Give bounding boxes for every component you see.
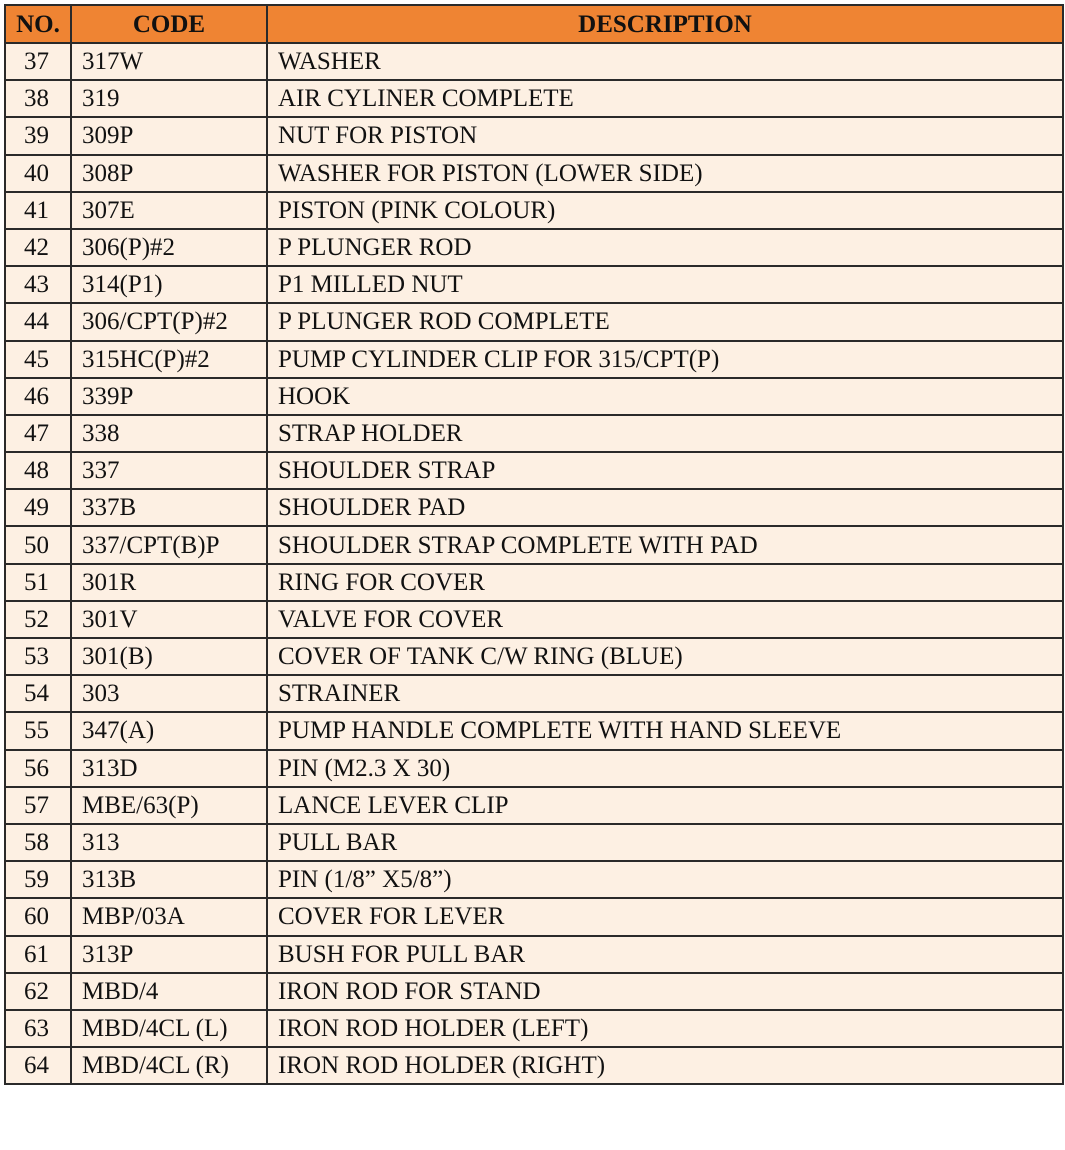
cell-code: 315HC(P)#2 [71, 341, 267, 378]
cell-code: MBD/4CL (R) [71, 1047, 267, 1084]
cell-description: HOOK [267, 378, 1063, 415]
table-row [5, 861, 1063, 898]
cell-description: STRAINER [267, 675, 1063, 712]
cell-code: 337 [71, 452, 267, 489]
cell-description: STRAP HOLDER [267, 415, 1063, 452]
table-body [5, 43, 1063, 1084]
cell-description: P1 MILLED NUT [267, 266, 1063, 303]
cell-no: 52 [5, 601, 71, 638]
cell-no: 64 [5, 1047, 71, 1084]
cell-code: 309P [71, 117, 267, 154]
column-header-no: NO. [5, 5, 71, 43]
cell-description: SHOULDER PAD [267, 489, 1063, 526]
cell-no: 38 [5, 80, 71, 117]
cell-code: 301R [71, 564, 267, 601]
cell-description: PULL BAR [267, 824, 1063, 861]
cell-no: 44 [5, 303, 71, 340]
table-row [5, 303, 1063, 340]
cell-description: IRON ROD HOLDER (LEFT) [267, 1010, 1063, 1047]
cell-code: 308P [71, 155, 267, 192]
table-row [5, 638, 1063, 675]
table-row [5, 341, 1063, 378]
cell-code: 314(P1) [71, 266, 267, 303]
cell-no: 56 [5, 750, 71, 787]
cell-no: 55 [5, 712, 71, 749]
table-row [5, 973, 1063, 1010]
cell-description: PUMP HANDLE COMPLETE WITH HAND SLEEVE [267, 712, 1063, 749]
table-row [5, 415, 1063, 452]
table-row [5, 192, 1063, 229]
table-row [5, 489, 1063, 526]
cell-code: 319 [71, 80, 267, 117]
cell-description: LANCE LEVER CLIP [267, 787, 1063, 824]
cell-no: 37 [5, 43, 71, 80]
cell-no: 54 [5, 675, 71, 712]
cell-code: 301V [71, 601, 267, 638]
cell-code: 339P [71, 378, 267, 415]
cell-description: PIN (1/8” X5/8”) [267, 861, 1063, 898]
table-row [5, 1047, 1063, 1084]
cell-code: 313B [71, 861, 267, 898]
cell-code: 317W [71, 43, 267, 80]
cell-code: 337B [71, 489, 267, 526]
parts-table [4, 4, 1064, 1085]
parts-list-sheet [4, 4, 1062, 1085]
table-row [5, 1010, 1063, 1047]
cell-description: COVER FOR LEVER [267, 898, 1063, 935]
cell-code: 301(B) [71, 638, 267, 675]
table-row [5, 155, 1063, 192]
cell-no: 39 [5, 117, 71, 154]
cell-code: 337/CPT(B)P [71, 526, 267, 563]
cell-no: 53 [5, 638, 71, 675]
cell-description: PISTON (PINK COLOUR) [267, 192, 1063, 229]
cell-no: 46 [5, 378, 71, 415]
table-row [5, 266, 1063, 303]
table-row [5, 712, 1063, 749]
cell-code: MBD/4CL (L) [71, 1010, 267, 1047]
cell-no: 45 [5, 341, 71, 378]
cell-description: IRON ROD HOLDER (RIGHT) [267, 1047, 1063, 1084]
cell-code: 338 [71, 415, 267, 452]
cell-description: SHOULDER STRAP [267, 452, 1063, 489]
cell-no: 48 [5, 452, 71, 489]
cell-description: VALVE FOR COVER [267, 601, 1063, 638]
cell-description: NUT FOR PISTON [267, 117, 1063, 154]
cell-description: AIR CYLINER COMPLETE [267, 80, 1063, 117]
cell-code: 303 [71, 675, 267, 712]
table-row [5, 452, 1063, 489]
cell-description: RING FOR COVER [267, 564, 1063, 601]
cell-no: 59 [5, 861, 71, 898]
cell-no: 51 [5, 564, 71, 601]
table-row [5, 526, 1063, 563]
table-row [5, 936, 1063, 973]
cell-code: MBP/03A [71, 898, 267, 935]
cell-no: 63 [5, 1010, 71, 1047]
cell-no: 62 [5, 973, 71, 1010]
cell-no: 43 [5, 266, 71, 303]
cell-no: 61 [5, 936, 71, 973]
table-row [5, 80, 1063, 117]
cell-no: 40 [5, 155, 71, 192]
cell-code: 313 [71, 824, 267, 861]
cell-code: 306(P)#2 [71, 229, 267, 266]
table-row [5, 229, 1063, 266]
table-row [5, 601, 1063, 638]
cell-description: SHOULDER STRAP COMPLETE WITH PAD [267, 526, 1063, 563]
cell-code: MBD/4 [71, 973, 267, 1010]
table-header [5, 5, 1063, 43]
cell-code: 313P [71, 936, 267, 973]
cell-no: 58 [5, 824, 71, 861]
table-row [5, 675, 1063, 712]
cell-code: 306/CPT(P)#2 [71, 303, 267, 340]
table-row [5, 564, 1063, 601]
cell-no: 60 [5, 898, 71, 935]
table-row [5, 750, 1063, 787]
cell-description: PUMP CYLINDER CLIP FOR 315/CPT(P) [267, 341, 1063, 378]
table-row [5, 378, 1063, 415]
column-header-description: DESCRIPTION [267, 5, 1063, 43]
cell-description: P PLUNGER ROD [267, 229, 1063, 266]
cell-no: 57 [5, 787, 71, 824]
cell-description: WASHER [267, 43, 1063, 80]
cell-description: PIN (M2.3 X 30) [267, 750, 1063, 787]
cell-description: WASHER FOR PISTON (LOWER SIDE) [267, 155, 1063, 192]
cell-description: COVER OF TANK C/W RING (BLUE) [267, 638, 1063, 675]
cell-no: 41 [5, 192, 71, 229]
cell-code: 313D [71, 750, 267, 787]
column-header-code: CODE [71, 5, 267, 43]
table-row [5, 898, 1063, 935]
cell-no: 47 [5, 415, 71, 452]
cell-code: MBE/63(P) [71, 787, 267, 824]
table-row [5, 824, 1063, 861]
header-row [5, 5, 1063, 43]
cell-no: 50 [5, 526, 71, 563]
cell-description: BUSH FOR PULL BAR [267, 936, 1063, 973]
table-row [5, 117, 1063, 154]
table-row [5, 787, 1063, 824]
cell-code: 307E [71, 192, 267, 229]
cell-no: 42 [5, 229, 71, 266]
cell-code: 347(A) [71, 712, 267, 749]
cell-description: P PLUNGER ROD COMPLETE [267, 303, 1063, 340]
cell-description: IRON ROD FOR STAND [267, 973, 1063, 1010]
table-row [5, 43, 1063, 80]
cell-no: 49 [5, 489, 71, 526]
